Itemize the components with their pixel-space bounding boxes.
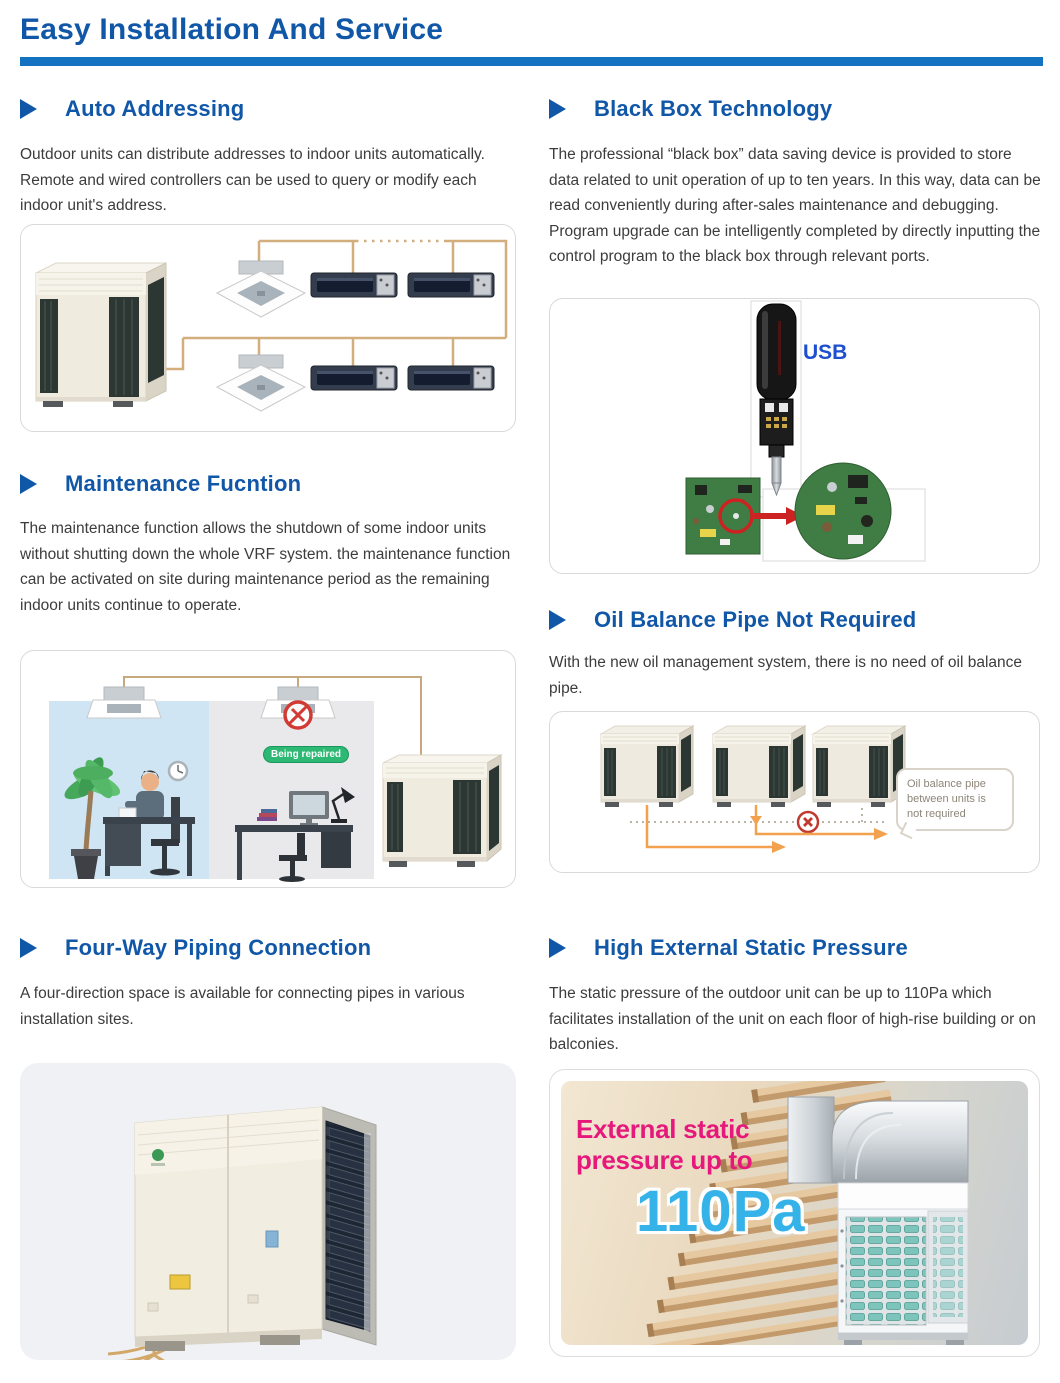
section-text-auto-addressing: Outdoor units can distribute addresses to indoor units automatically. Remote and wired controllers can be used to query or modify each indoor unit's address. xyxy=(20,146,485,214)
cassette-indoor-unit xyxy=(217,261,305,317)
black-box-illustration xyxy=(550,299,1040,574)
section-text-oil-balance: With the new oil management system, there is no need of oil balance pipe. xyxy=(549,654,1023,697)
ducted-indoor-unit xyxy=(311,273,397,297)
section-text-black-box: The professional “black box” data saving device is provided to store data related to unit operation of up to ten years. In this way, data can be read conveniently during after-sales maintenance and debugging. Program upgrade can be intelligently completed by directly inputting the control program to the black box through relevant ports. xyxy=(549,146,1041,265)
pressure-value: 110Pa xyxy=(636,1179,806,1244)
figure-four-way xyxy=(20,1063,516,1360)
section-heading-black-box xyxy=(549,96,832,122)
section-title: Auto Addressing xyxy=(65,96,245,121)
ducted-indoor-unit xyxy=(408,366,494,390)
outdoor-unit-1 xyxy=(601,726,693,807)
pressure-caption-line1: External static xyxy=(576,1114,750,1144)
duct-elbow xyxy=(788,1097,968,1183)
section-heading-static-pressure xyxy=(549,935,908,961)
section-text-static-pressure: The static pressure of the outdoor unit can be up to 110Pa which facilitates installation of the unit on each floor of high-rise building or on balconies. xyxy=(549,985,1036,1053)
figure-auto-addressing xyxy=(20,224,516,432)
section-title: High External Static Pressure xyxy=(594,935,908,960)
cassette-indoor-unit xyxy=(217,355,305,411)
outdoor-unit-photo xyxy=(135,1107,376,1351)
outdoor-unit xyxy=(383,755,501,867)
figure-oil-balance xyxy=(549,711,1040,873)
figure-static-pressure xyxy=(549,1069,1040,1357)
outdoor-unit-3 xyxy=(813,726,905,807)
section-title: Oil Balance Pipe Not Required xyxy=(594,607,917,632)
triangle-bullet-icon xyxy=(549,938,566,958)
bubble-text: Oil balance pipe between units is not required xyxy=(907,778,986,820)
section-title: Maintenance Fucntion xyxy=(65,471,302,496)
outdoor-unit-2 xyxy=(713,726,805,807)
triangle-bullet-icon xyxy=(20,938,37,958)
outdoor-unit xyxy=(838,1183,968,1345)
figure-maintenance xyxy=(20,650,516,888)
triangle-bullet-icon xyxy=(20,474,37,494)
auto-addressing-illustration xyxy=(21,225,516,432)
wall-clock xyxy=(169,762,187,780)
pressure-caption-line2: pressure up to xyxy=(576,1145,753,1175)
refrigerant-lines xyxy=(647,805,874,847)
pcb-board xyxy=(686,478,760,554)
section-title: Black Box Technology xyxy=(594,96,833,121)
triangle-bullet-icon xyxy=(20,99,37,119)
triangle-bullet-icon xyxy=(549,99,566,119)
section-text-maintenance: The maintenance function allows the shutdown of some indoor units without shutting down the whole VRF system. the maintenance function can be activated on site during maintenance period as the remaining indoor units continue to operate. xyxy=(20,520,511,614)
triangle-bullet-icon xyxy=(549,610,566,630)
usb-label: USB xyxy=(803,341,848,364)
ducted-indoor-unit xyxy=(408,273,494,297)
four-way-illustration xyxy=(20,1063,516,1360)
page-title: Easy Installation And Service xyxy=(20,13,444,46)
cassette-running xyxy=(87,687,161,718)
section-heading-four-way xyxy=(20,935,371,961)
section-title: Four-Way Piping Connection xyxy=(65,935,372,960)
section-heading-oil-balance xyxy=(549,607,916,633)
figure-black-box xyxy=(549,298,1040,574)
ducted-indoor-unit xyxy=(311,366,397,390)
pressure-caption xyxy=(576,1114,752,1176)
no-operation-icon xyxy=(285,702,311,728)
section-text-four-way: A four-direction space is available for connecting pipes in various installation sites. xyxy=(20,985,465,1028)
being-repaired-badge: Being repaired xyxy=(263,746,349,763)
title-underline-bar xyxy=(20,57,1043,66)
maintenance-illustration xyxy=(21,651,516,888)
section-heading-maintenance xyxy=(20,471,301,497)
static-pressure-scene xyxy=(561,1081,1028,1345)
outdoor-unit xyxy=(36,263,166,407)
pcb-zoom-circle xyxy=(795,463,891,559)
section-heading-auto-addressing xyxy=(20,96,244,122)
speech-bubble xyxy=(896,768,1014,831)
